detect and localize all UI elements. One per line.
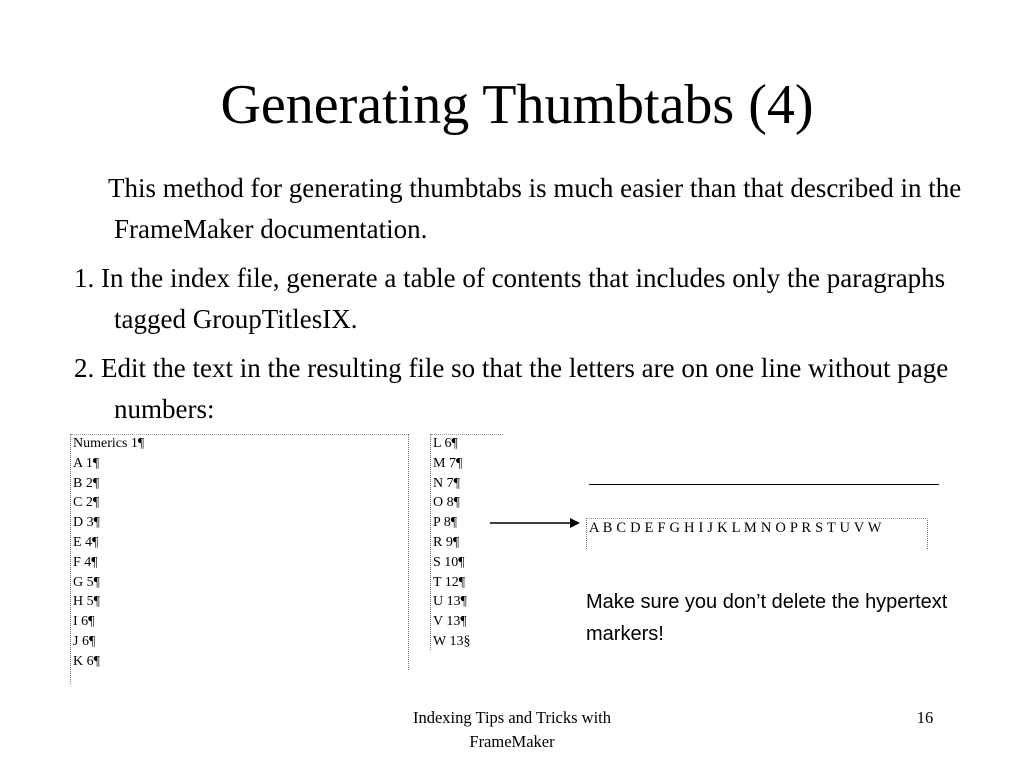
toc-entry: A 1¶	[73, 455, 100, 471]
toc-entry: K 6¶	[73, 653, 100, 669]
warning-note: Make sure you don’t delete the hypertext markers!	[586, 591, 948, 645]
toc-entry: O 8¶	[433, 495, 460, 511]
step-2-paragraph: 2. Edit the text in the resulting file so that the letters are on one line without page numbers:	[74, 353, 949, 424]
right-arrow-icon	[490, 514, 580, 532]
toc-entry: N 7¶	[433, 475, 460, 491]
step-1-paragraph: 1. In the index file, generate a table of contents that includes only the paragraphs tagged GroupTitlesIX.	[74, 263, 946, 334]
toc-entry: V 13¶	[433, 614, 467, 630]
toc-entry: R 9¶	[433, 534, 460, 550]
thumbtab-letters: A B C D E F G H I J K L M N O P R S T U V W	[589, 520, 882, 536]
toc-entry: F 4¶	[73, 554, 98, 570]
toc-left-column	[70, 434, 409, 684]
toc-entry: C 2¶	[73, 495, 100, 511]
slide-footer: Indexing Tips and Tricks with FrameMaker	[412, 708, 612, 751]
column-divider	[408, 434, 409, 670]
toc-entry: G 5¶	[73, 574, 100, 590]
toc-entry: M 7¶	[433, 455, 463, 471]
toc-entry: E 4¶	[73, 534, 99, 550]
toc-entry: Numerics 1¶	[73, 436, 145, 451]
toc-entry: P 8¶	[433, 515, 458, 531]
toc-entry: D 3¶	[73, 515, 100, 531]
toc-entry: W 13§	[433, 633, 471, 649]
toc-entry: I 6¶	[73, 614, 95, 630]
toc-entry: B 2¶	[73, 475, 100, 491]
toc-entry: S 10¶	[433, 554, 465, 570]
intro-paragraph: This method for generating thumbtabs is much easier than that described in the FrameMaker documentation.	[108, 173, 962, 244]
toc-right-column	[430, 434, 503, 650]
toc-entry: H 5¶	[73, 594, 100, 610]
toc-entry: L 6¶	[433, 436, 458, 451]
toc-entry: U 13¶	[433, 594, 467, 610]
toc-entry: J 6¶	[73, 633, 96, 649]
slide-title: Generating Thumbtabs (4)	[220, 74, 814, 136]
divider-line	[589, 484, 939, 485]
page-number: 16	[916, 708, 934, 727]
toc-entry: T 12¶	[433, 574, 466, 590]
